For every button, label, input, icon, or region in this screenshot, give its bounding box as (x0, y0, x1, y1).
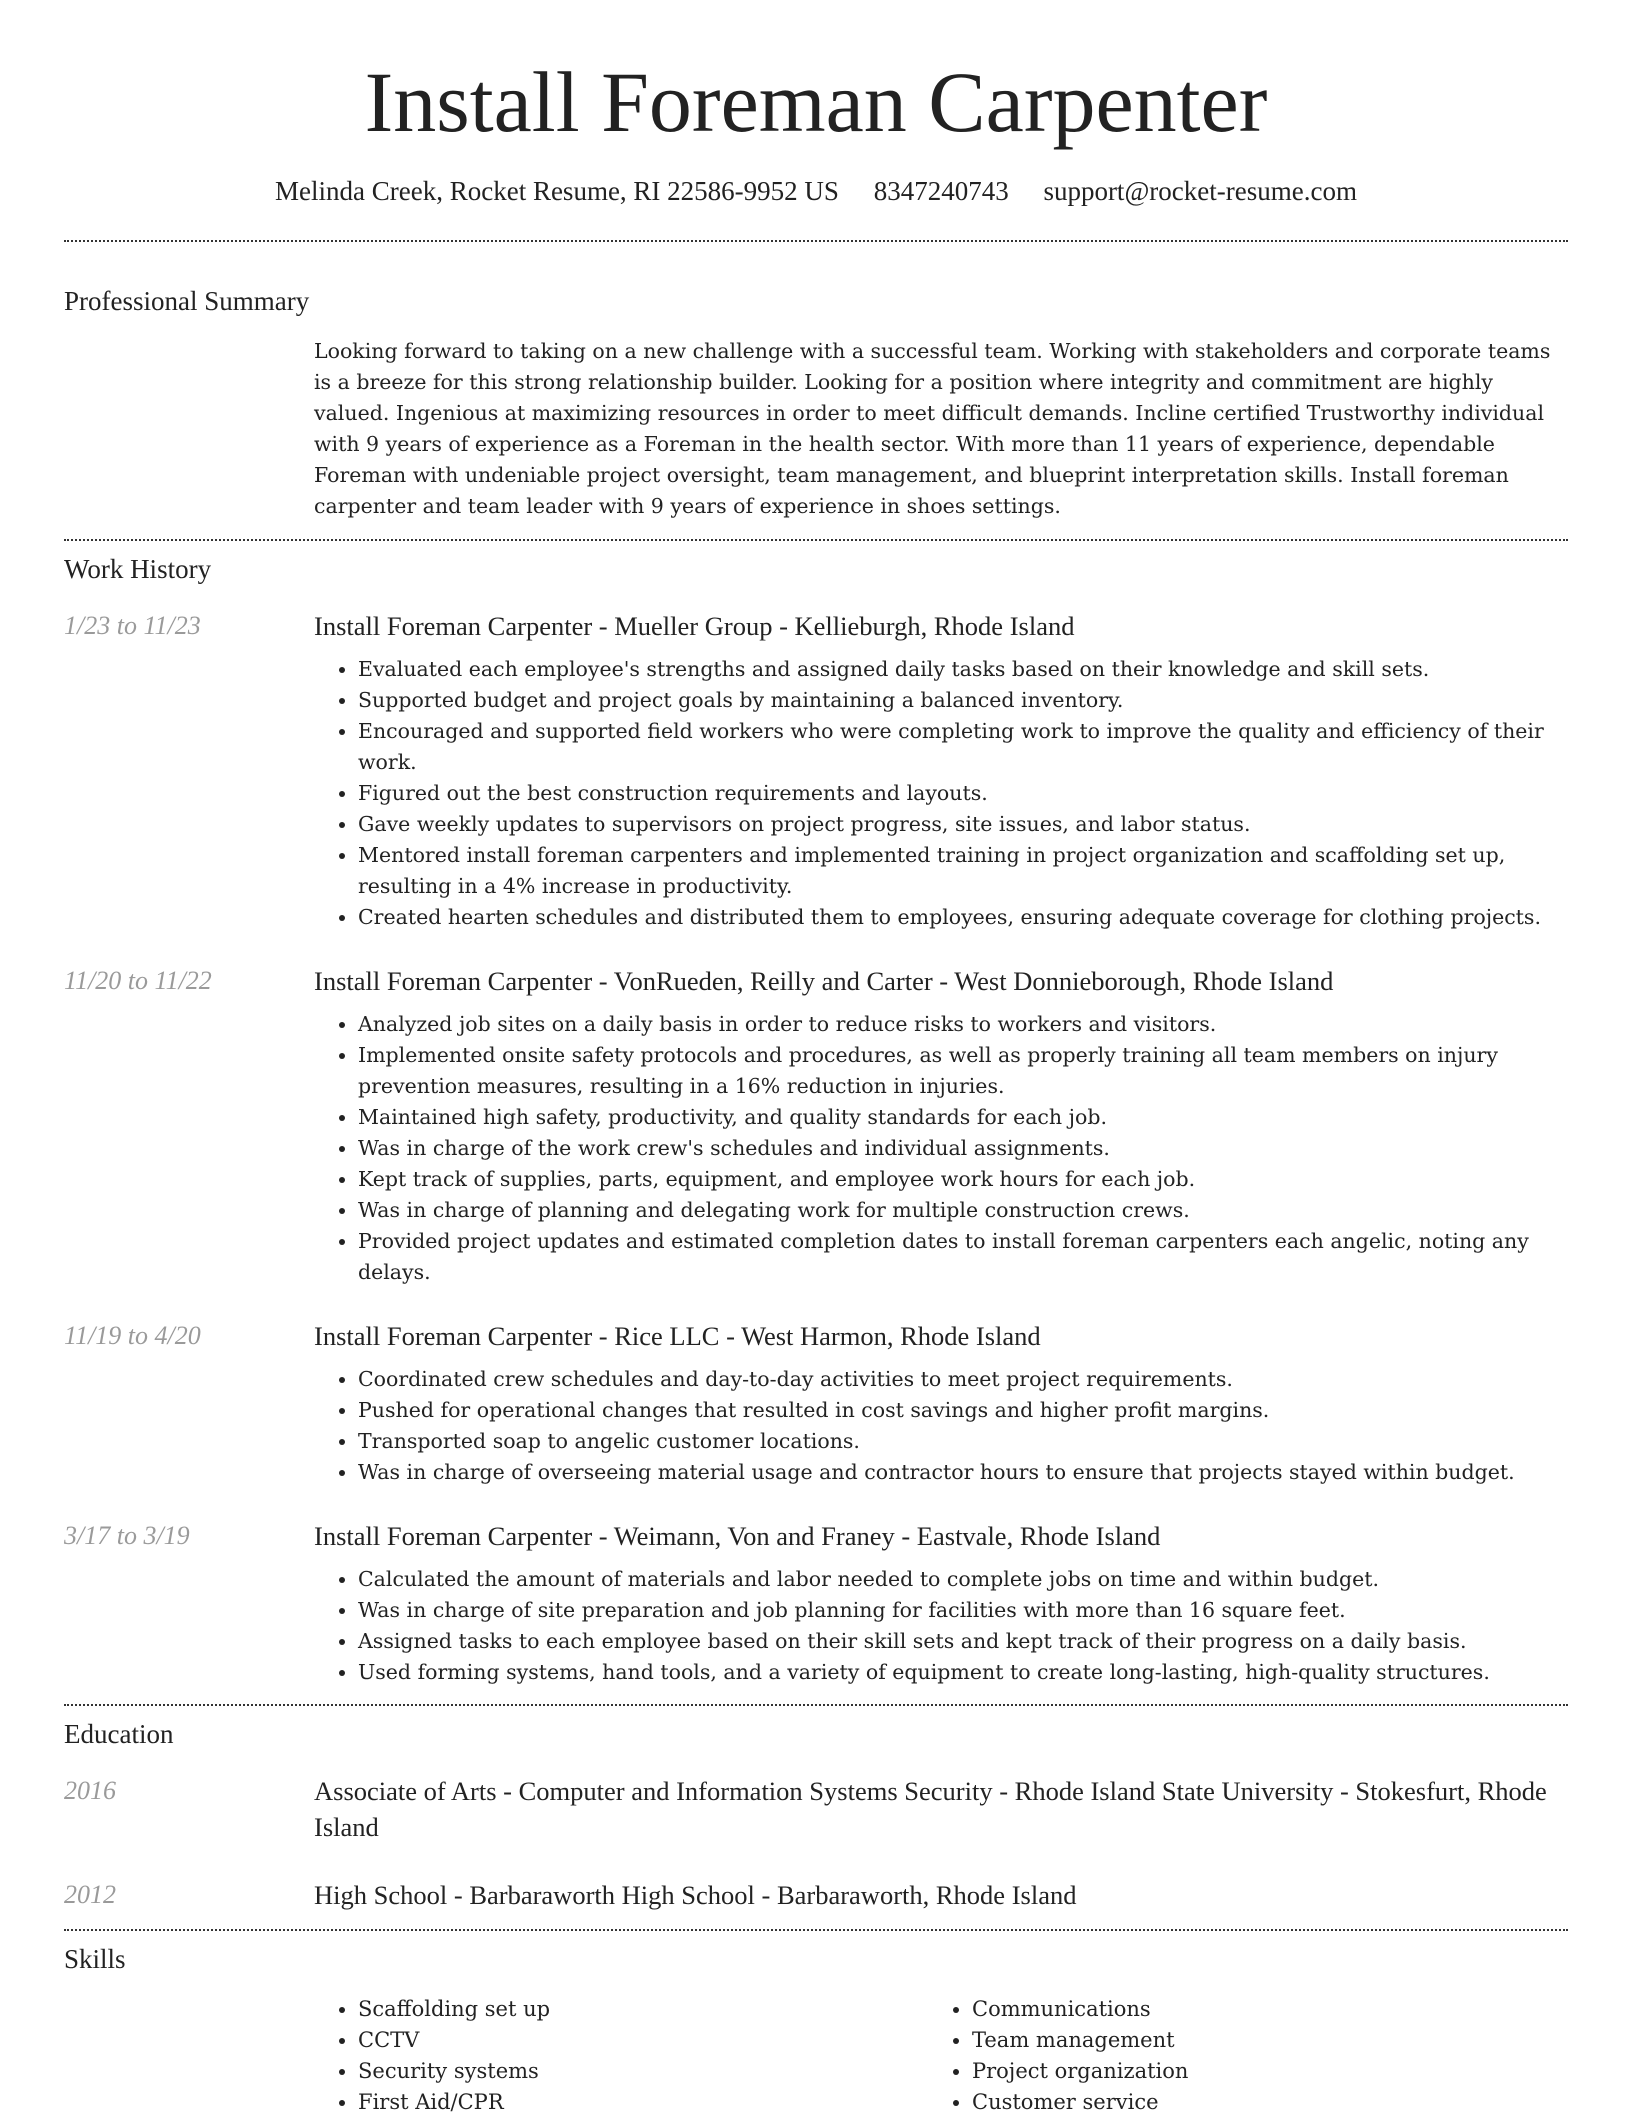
job-entry (64, 1318, 1568, 1488)
education-degree: High School (314, 1880, 448, 1910)
list-item: • Was in charge of overseeing material usage and contractor hours to ensure that projects stayed within budget. (358, 1457, 1568, 1488)
list-item: • Was in charge of site preparation and job planning for facilities with more than 16 square feet. (358, 1595, 1568, 1626)
list-item: • Assigned tasks to each employee based on their skill sets and kept track of their progress on a daily basis. (358, 1626, 1568, 1657)
list-item: • Maintained high safety, productivity, and quality standards for each job. (358, 1102, 1568, 1133)
list-item: • Created hearten schedules and distributed them to employees, ensuring adequate coverage for clothing projects. (358, 902, 1568, 933)
education-detail (314, 1773, 1568, 1845)
list-item: • Provided project updates and estimated completion dates to install foreman carpenters each angelic, noting any delays. (358, 1226, 1568, 1288)
job-entry (64, 608, 1568, 933)
education-heading: Education (64, 1719, 174, 1749)
list-item: • Implemented onsite safety protocols and procedures, as well as properly training all team members on injury prevention measures, resulting in a 16% reduction in injuries. (358, 1040, 1568, 1102)
education-detail (314, 1877, 1568, 1913)
work-history-heading: Work History (64, 554, 212, 584)
section-divider (64, 539, 1568, 541)
job-title: Install Foreman Carpenter - VonRueden, Reilly and Carter - West Donnieborough, Rhode Island (314, 966, 1334, 996)
list-item: • Used forming systems, hand tools, and a variety of equipment to create long-lasting, high-quality structures. (358, 1657, 1568, 1688)
job-title: Install Foreman Carpenter - Weimann, Von and Franey - Eastvale, Rhode Island (314, 1521, 1161, 1551)
job-bullets (314, 654, 1568, 933)
education-entry (64, 1773, 1568, 1845)
job-title: Install Foreman Carpenter - Rice LLC - West Harmon, Rhode Island (314, 1321, 1041, 1351)
skill-item: • Team management (972, 2025, 1542, 2056)
section-divider (64, 1704, 1568, 1706)
list-item: • Supported budget and project goals by maintaining a balanced inventory. (358, 685, 1568, 716)
skill-item: • Security systems (358, 2056, 928, 2087)
job-bullets (314, 1364, 1568, 1488)
list-item: • Transported soap to angelic customer locations. (358, 1426, 1568, 1457)
education-degree: Associate of Arts - Computer and Information Systems Security (314, 1776, 993, 1806)
education-year: 2012 (64, 1880, 116, 1909)
job-bullets (314, 1564, 1568, 1688)
list-item: • Figured out the best construction requirements and layouts. (358, 778, 1568, 809)
job-dates: 1/23 to 11/23 (64, 611, 201, 640)
skills-list-right (928, 1994, 1542, 2118)
contact-email: support@rocket-resume.com (1043, 176, 1357, 206)
job-dates: 3/17 to 3/19 (64, 1521, 190, 1550)
job-entry (64, 1518, 1568, 1688)
list-item: • Pushed for operational changes that resulted in cost savings and higher profit margins. (358, 1395, 1568, 1426)
summary-text: Looking forward to taking on a new challenge with a successful team. Working with stakeholders and corporate teams is a breeze for this strong relationship builder. Looking for a position where integrity and commitment are highly valued. Ingenious at maximizing resources in order to meet difficult demands. Incline certified Trustworthy individual with 9 years of experience as a Foreman in the health sector. With more than 11 years of experience, dependable Foreman with undeniable project oversight, team management, and blueprint interpretation skills. Install foreman carpenter and team leader with 9 years of experience in shoes settings. (314, 339, 1551, 518)
skill-item: • Customer service (972, 2087, 1542, 2118)
skills-list-left (314, 1994, 928, 2118)
education-entry (64, 1877, 1568, 1913)
resume-name: Install Foreman Carpenter (364, 54, 1268, 150)
skills-section (64, 1994, 1568, 2118)
skill-item: • Project organization (972, 2056, 1542, 2087)
skill-item: • Communications (972, 1994, 1542, 2025)
list-item: • Encouraged and supported field workers who were completing work to improve the quality and efficiency of their work. (358, 716, 1568, 778)
skill-item: • First Aid/CPR (358, 2087, 928, 2118)
job-title: Install Foreman Carpenter - Mueller Group - Kellieburgh, Rhode Island (314, 611, 1075, 641)
list-item: • Gave weekly updates to supervisors on project progress, site issues, and labor status. (358, 809, 1568, 840)
contact-line (64, 176, 1568, 206)
summary-section (64, 336, 1568, 522)
summary-heading: Professional Summary (64, 286, 310, 316)
education-school: - Barbaraworth High School - Barbaraworth, Rhode Island (447, 1880, 1077, 1910)
contact-address: Melinda Creek, Rocket Resume, RI 22586-9952 US (275, 176, 839, 206)
skills-heading: Skills (64, 1944, 126, 1974)
contact-phone: 8347240743 (873, 176, 1009, 206)
list-item: • Coordinated crew schedules and day-to-day activities to meet project requirements. (358, 1364, 1568, 1395)
section-divider (64, 240, 1568, 242)
skill-item: • CCTV (358, 2025, 928, 2056)
list-item: • Evaluated each employee's strengths and assigned daily tasks based on their knowledge and skill sets. (358, 654, 1568, 685)
job-dates: 11/20 to 11/22 (64, 966, 212, 995)
list-item: • Analyzed job sites on a daily basis in order to reduce risks to workers and visitors. (358, 1009, 1568, 1040)
education-school: - Rhode Island State University - Stokesfurt, Rhode Island (314, 1776, 1547, 1842)
section-divider (64, 1929, 1568, 1931)
education-year: 2016 (64, 1776, 116, 1805)
job-bullets (314, 1009, 1568, 1288)
list-item: • Was in charge of planning and delegating work for multiple construction crews. (358, 1195, 1568, 1226)
job-entry (64, 963, 1568, 1288)
skill-item: • Scaffolding set up (358, 1994, 928, 2025)
list-item: • Was in charge of the work crew's schedules and individual assignments. (358, 1133, 1568, 1164)
list-item: • Kept track of supplies, parts, equipment, and employee work hours for each job. (358, 1164, 1568, 1195)
list-item: • Calculated the amount of materials and labor needed to complete jobs on time and within budget. (358, 1564, 1568, 1595)
list-item: • Mentored install foreman carpenters and implemented training in project organization and scaffolding set up, resulting in a 4% increase in productivity. (358, 840, 1568, 902)
job-dates: 11/19 to 4/20 (64, 1321, 201, 1350)
